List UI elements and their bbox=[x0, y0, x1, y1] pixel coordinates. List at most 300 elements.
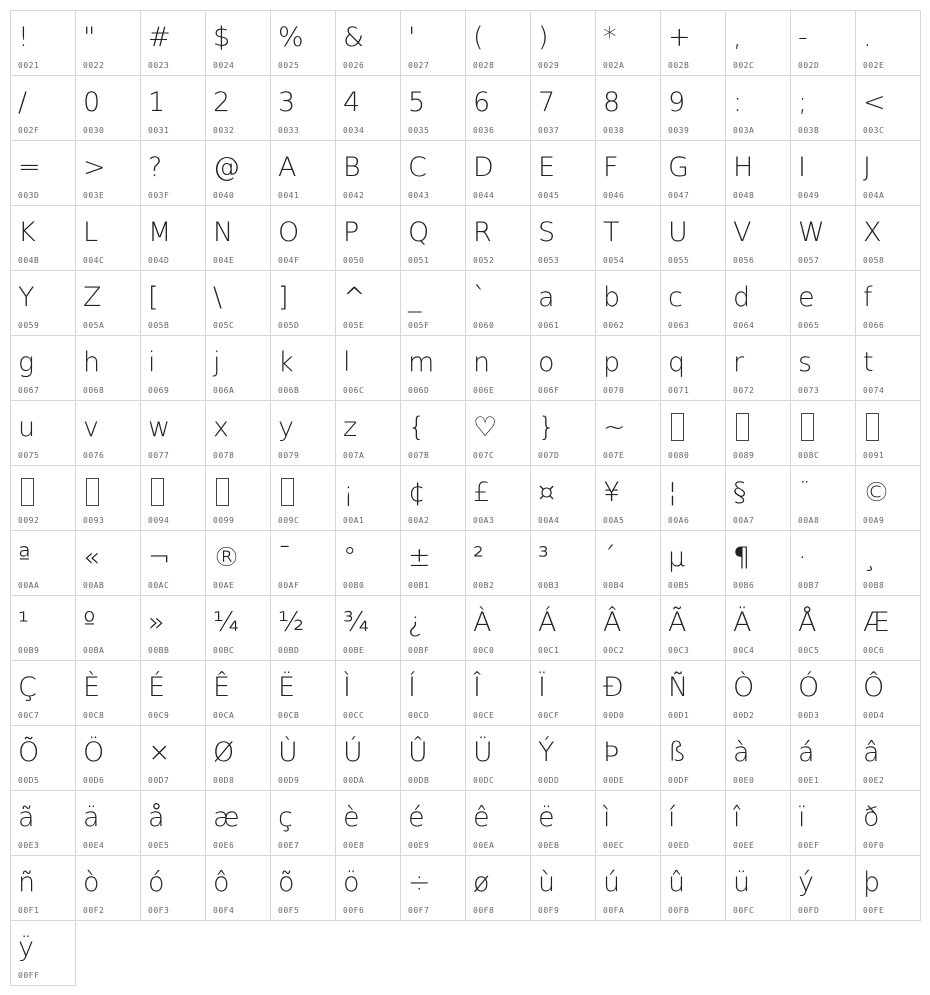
glyph-char: } bbox=[538, 412, 556, 443]
glyph-codepoint: 00DD bbox=[538, 776, 560, 785]
glyph-char: ¾ bbox=[343, 607, 370, 638]
glyph-codepoint: 00C7 bbox=[18, 711, 40, 720]
glyph-codepoint: 00B3 bbox=[538, 581, 560, 590]
glyph-codepoint: 0093 bbox=[83, 516, 105, 525]
glyph-cell bbox=[140, 205, 206, 271]
glyph-codepoint: 008C bbox=[798, 451, 820, 460]
glyph-char: Å bbox=[798, 607, 817, 638]
glyph-char: ½ bbox=[278, 607, 305, 638]
glyph-cell bbox=[270, 725, 336, 791]
glyph-cell bbox=[530, 400, 596, 466]
glyph-codepoint: 0078 bbox=[213, 451, 235, 460]
glyph-char: e bbox=[798, 282, 815, 313]
glyph-char: § bbox=[733, 477, 747, 508]
glyph-codepoint: 006F bbox=[538, 386, 560, 395]
glyph-codepoint: 0058 bbox=[863, 256, 885, 265]
glyph-cell bbox=[270, 140, 336, 206]
glyph-cell bbox=[205, 530, 271, 596]
glyph-codepoint: 0079 bbox=[278, 451, 300, 460]
glyph-codepoint: 0030 bbox=[83, 126, 105, 135]
glyph-codepoint: 0050 bbox=[343, 256, 365, 265]
glyph-codepoint: 00A5 bbox=[603, 516, 625, 525]
glyph-cell bbox=[140, 75, 206, 141]
glyph-cell bbox=[530, 75, 596, 141]
glyph-codepoint: 00E2 bbox=[863, 776, 885, 785]
glyph-codepoint: 00D9 bbox=[278, 776, 300, 785]
glyph-char: V bbox=[733, 217, 752, 248]
glyph-codepoint: 003F bbox=[148, 191, 170, 200]
glyph-cell bbox=[75, 140, 141, 206]
glyph-char: Ä bbox=[733, 607, 752, 638]
glyph-cell bbox=[75, 400, 141, 466]
glyph-codepoint: 0077 bbox=[148, 451, 170, 460]
glyph-char: % bbox=[278, 22, 304, 53]
glyph-cell bbox=[725, 270, 791, 336]
glyph-char: ¶ bbox=[733, 542, 751, 573]
glyph-cell bbox=[205, 855, 271, 921]
glyph-char: T bbox=[603, 217, 620, 248]
glyph-cell bbox=[855, 140, 921, 206]
glyph-char: Á bbox=[538, 607, 557, 638]
glyph-cell bbox=[270, 855, 336, 921]
glyph-codepoint: 00EE bbox=[733, 841, 755, 850]
glyph-char: È bbox=[83, 672, 101, 703]
glyph-char: \ bbox=[213, 282, 223, 313]
glyph-char: ì bbox=[603, 802, 611, 833]
glyph-cell bbox=[10, 75, 76, 141]
glyph-cell bbox=[530, 465, 596, 531]
glyph-codepoint: 003B bbox=[798, 126, 820, 135]
glyph-codepoint: 00C1 bbox=[538, 646, 560, 655]
glyph-char: y bbox=[278, 412, 294, 443]
glyph-cell bbox=[790, 140, 856, 206]
glyph-char: Û bbox=[408, 737, 428, 768]
glyph-char: # bbox=[148, 22, 171, 53]
glyph-codepoint: 007B bbox=[408, 451, 430, 460]
glyph-char: è bbox=[343, 802, 360, 833]
glyph-char: » bbox=[148, 607, 165, 638]
glyph-codepoint: 0069 bbox=[148, 386, 170, 395]
glyph-char: Ï bbox=[538, 672, 546, 703]
glyph-codepoint: 00F5 bbox=[278, 906, 300, 915]
glyph-char: ^ bbox=[343, 282, 366, 313]
glyph-codepoint: 0042 bbox=[343, 191, 365, 200]
glyph-cell bbox=[400, 75, 466, 141]
glyph-cell bbox=[725, 530, 791, 596]
glyph-char: ä bbox=[83, 802, 100, 833]
glyph-cell bbox=[75, 660, 141, 726]
glyph-char: ø bbox=[473, 867, 490, 898]
glyph-char: ® bbox=[213, 542, 240, 573]
glyph-codepoint: 00E0 bbox=[733, 776, 755, 785]
glyph-codepoint: 004D bbox=[148, 256, 170, 265]
glyph-char: + bbox=[668, 22, 691, 53]
glyph-codepoint: 00BA bbox=[83, 646, 105, 655]
missing-glyph-box bbox=[86, 478, 99, 506]
glyph-codepoint: 00B5 bbox=[668, 581, 690, 590]
glyph-cell bbox=[10, 140, 76, 206]
glyph-codepoint: 00FA bbox=[603, 906, 625, 915]
glyph-cell bbox=[790, 270, 856, 336]
glyph-char: " bbox=[83, 22, 96, 53]
glyph-char: ± bbox=[408, 542, 431, 573]
glyph-cell bbox=[725, 335, 791, 401]
glyph-codepoint: 003D bbox=[18, 191, 40, 200]
glyph-codepoint: 0037 bbox=[538, 126, 560, 135]
glyph-codepoint: 0040 bbox=[213, 191, 235, 200]
glyph-char: * bbox=[603, 22, 617, 53]
glyph-char: Î bbox=[473, 672, 481, 703]
glyph-cell bbox=[270, 400, 336, 466]
glyph-char: ô bbox=[213, 867, 230, 898]
glyph-codepoint: 0029 bbox=[538, 61, 560, 70]
glyph-char: M bbox=[148, 217, 172, 248]
glyph-char: 5 bbox=[408, 87, 426, 118]
glyph-cell bbox=[335, 790, 401, 856]
glyph-char: ³ bbox=[538, 542, 549, 573]
glyph-cell bbox=[400, 400, 466, 466]
glyph-char: D bbox=[473, 152, 494, 183]
glyph-cell bbox=[660, 140, 726, 206]
glyph-codepoint: 00F3 bbox=[148, 906, 170, 915]
glyph-codepoint: 00A9 bbox=[863, 516, 885, 525]
glyph-codepoint: 00F6 bbox=[343, 906, 365, 915]
glyph-cell bbox=[10, 790, 76, 856]
glyph-char: ú bbox=[603, 867, 621, 898]
glyph-cell bbox=[75, 790, 141, 856]
glyph-codepoint: 0068 bbox=[83, 386, 105, 395]
glyph-char: O bbox=[278, 217, 300, 248]
glyph-char: ÷ bbox=[408, 867, 431, 898]
glyph-codepoint: 00D1 bbox=[668, 711, 690, 720]
glyph-char: ¹ bbox=[18, 607, 29, 638]
glyph-cell bbox=[725, 465, 791, 531]
glyph-codepoint: 0025 bbox=[278, 61, 300, 70]
glyph-codepoint: 0073 bbox=[798, 386, 820, 395]
glyph-codepoint: 00F4 bbox=[213, 906, 235, 915]
glyph-char: N bbox=[213, 217, 234, 248]
glyph-cell bbox=[725, 660, 791, 726]
glyph-char: v bbox=[83, 412, 99, 443]
glyph-cell bbox=[205, 790, 271, 856]
glyph-codepoint: 0099 bbox=[213, 516, 235, 525]
glyph-cell bbox=[595, 595, 661, 661]
glyph-codepoint: 00E4 bbox=[83, 841, 105, 850]
glyph-cell bbox=[205, 10, 271, 76]
glyph-codepoint: 00B0 bbox=[343, 581, 365, 590]
glyph-char: k bbox=[278, 347, 294, 378]
glyph-char: { bbox=[408, 412, 426, 443]
glyph-cell bbox=[205, 400, 271, 466]
missing-glyph-box bbox=[866, 413, 879, 441]
glyph-codepoint: 00E9 bbox=[408, 841, 430, 850]
glyph-char: Ñ bbox=[668, 672, 689, 703]
glyph-cell bbox=[855, 400, 921, 466]
glyph-codepoint: 002A bbox=[603, 61, 625, 70]
glyph-codepoint: 00E1 bbox=[798, 776, 820, 785]
glyph-cell bbox=[335, 140, 401, 206]
glyph-char: ¬ bbox=[148, 542, 171, 573]
glyph-codepoint: 00B1 bbox=[408, 581, 430, 590]
glyph-cell bbox=[10, 920, 76, 986]
glyph-codepoint: 005A bbox=[83, 321, 105, 330]
glyph-codepoint: 00C8 bbox=[83, 711, 105, 720]
glyph-char: ö bbox=[343, 867, 360, 898]
glyph-char: ª bbox=[18, 542, 31, 573]
glyph-char: S bbox=[538, 217, 556, 248]
glyph-cell bbox=[855, 660, 921, 726]
glyph-codepoint: 00B6 bbox=[733, 581, 755, 590]
glyph-char: á bbox=[798, 737, 815, 768]
glyph-cell bbox=[335, 75, 401, 141]
glyph-cell bbox=[400, 530, 466, 596]
glyph-char: = bbox=[18, 152, 41, 183]
glyph-cell bbox=[270, 335, 336, 401]
glyph-codepoint: 00A1 bbox=[343, 516, 365, 525]
glyph-codepoint: 0060 bbox=[473, 321, 495, 330]
glyph-codepoint: 00BB bbox=[148, 646, 170, 655]
glyph-codepoint: 002E bbox=[863, 61, 885, 70]
glyph-char: æ bbox=[213, 802, 240, 833]
glyph-codepoint: 00C0 bbox=[473, 646, 495, 655]
glyph-codepoint: 007C bbox=[473, 451, 495, 460]
glyph-codepoint: 00BE bbox=[343, 646, 365, 655]
glyph-cell bbox=[75, 335, 141, 401]
glyph-cell bbox=[205, 140, 271, 206]
glyph-codepoint: 0074 bbox=[863, 386, 885, 395]
glyph-char: ; bbox=[798, 87, 808, 118]
glyph-cell bbox=[530, 205, 596, 271]
glyph-char: î bbox=[733, 802, 741, 833]
glyph-codepoint: 0044 bbox=[473, 191, 495, 200]
glyph-cell bbox=[855, 855, 921, 921]
glyph-codepoint: 0048 bbox=[733, 191, 755, 200]
glyph-codepoint: 0062 bbox=[603, 321, 625, 330]
glyph-char: ~ bbox=[603, 412, 626, 443]
glyph-char: _ bbox=[408, 282, 422, 313]
glyph-cell bbox=[530, 530, 596, 596]
glyph-char: Ù bbox=[278, 737, 298, 768]
glyph-char: K bbox=[18, 217, 36, 248]
glyph-codepoint: 00CF bbox=[538, 711, 560, 720]
glyph-codepoint: 0094 bbox=[148, 516, 170, 525]
glyph-codepoint: 0071 bbox=[668, 386, 690, 395]
glyph-codepoint: 0057 bbox=[798, 256, 820, 265]
glyph-char: þ bbox=[863, 867, 881, 898]
glyph-codepoint: 0034 bbox=[343, 126, 365, 135]
glyph-codepoint: 00B9 bbox=[18, 646, 40, 655]
glyph-cell bbox=[660, 530, 726, 596]
glyph-char: $ bbox=[213, 22, 231, 53]
glyph-cell bbox=[660, 660, 726, 726]
glyph-char: b bbox=[603, 282, 621, 313]
glyph-cell bbox=[335, 530, 401, 596]
glyph-char: t bbox=[863, 347, 874, 378]
glyph-char: H bbox=[733, 152, 754, 183]
glyph-codepoint: 0046 bbox=[603, 191, 625, 200]
glyph-codepoint: 0047 bbox=[668, 191, 690, 200]
glyph-char: d bbox=[733, 282, 751, 313]
glyph-cell bbox=[335, 205, 401, 271]
glyph-codepoint: 00E5 bbox=[148, 841, 170, 850]
glyph-cell bbox=[10, 660, 76, 726]
glyph-char: ã bbox=[18, 802, 35, 833]
glyph-codepoint: 00DB bbox=[408, 776, 430, 785]
glyph-codepoint: 0092 bbox=[18, 516, 40, 525]
glyph-codepoint: 005F bbox=[408, 321, 430, 330]
glyph-cell bbox=[335, 855, 401, 921]
glyph-cell bbox=[75, 270, 141, 336]
glyph-char: u bbox=[18, 412, 36, 443]
glyph-char: £ bbox=[473, 477, 491, 508]
glyph-cell bbox=[725, 725, 791, 791]
glyph-cell bbox=[660, 270, 726, 336]
glyph-cell bbox=[530, 335, 596, 401]
glyph-char: - bbox=[798, 22, 808, 53]
glyph-char: n bbox=[473, 347, 491, 378]
glyph-cell bbox=[10, 530, 76, 596]
glyph-codepoint: 00D6 bbox=[83, 776, 105, 785]
glyph-char: ) bbox=[538, 22, 549, 53]
glyph-char: ¯ bbox=[278, 542, 292, 573]
glyph-cell bbox=[270, 10, 336, 76]
glyph-char: ! bbox=[18, 22, 29, 53]
glyph-codepoint: 00C9 bbox=[148, 711, 170, 720]
glyph-codepoint: 0052 bbox=[473, 256, 495, 265]
glyph-codepoint: 00A4 bbox=[538, 516, 560, 525]
glyph-char: Í bbox=[408, 672, 416, 703]
glyph-char: x bbox=[213, 412, 229, 443]
glyph-codepoint: 0045 bbox=[538, 191, 560, 200]
glyph-codepoint: 004B bbox=[18, 256, 40, 265]
missing-glyph-box bbox=[801, 413, 814, 441]
glyph-char: > bbox=[83, 152, 106, 183]
glyph-char: Æ bbox=[863, 607, 890, 638]
glyph-codepoint: 004C bbox=[83, 256, 105, 265]
glyph-cell bbox=[465, 855, 531, 921]
missing-glyph-box bbox=[151, 478, 164, 506]
glyph-codepoint: 0032 bbox=[213, 126, 235, 135]
glyph-codepoint: 00F9 bbox=[538, 906, 560, 915]
glyph-char: Q bbox=[408, 217, 430, 248]
glyph-cell bbox=[140, 725, 206, 791]
glyph-cell bbox=[270, 660, 336, 726]
glyph-cell bbox=[270, 205, 336, 271]
glyph-codepoint: 005C bbox=[213, 321, 235, 330]
glyph-char: R bbox=[473, 217, 492, 248]
glyph-char: q bbox=[668, 347, 686, 378]
glyph-codepoint: 0043 bbox=[408, 191, 430, 200]
glyph-codepoint: 00CB bbox=[278, 711, 300, 720]
glyph-cell bbox=[855, 335, 921, 401]
missing-glyph-box bbox=[216, 478, 229, 506]
glyph-codepoint: 00EA bbox=[473, 841, 495, 850]
glyph-codepoint: 00DC bbox=[473, 776, 495, 785]
glyph-char: X bbox=[863, 217, 882, 248]
glyph-codepoint: 00A3 bbox=[473, 516, 495, 525]
glyph-cell bbox=[270, 270, 336, 336]
glyph-char: c bbox=[668, 282, 683, 313]
glyph-char: 7 bbox=[538, 87, 556, 118]
glyph-cell bbox=[465, 10, 531, 76]
glyph-char: é bbox=[408, 802, 425, 833]
glyph-cell bbox=[725, 10, 791, 76]
glyph-cell bbox=[400, 335, 466, 401]
glyph-codepoint: 0075 bbox=[18, 451, 40, 460]
glyph-cell bbox=[595, 725, 661, 791]
glyph-cell bbox=[400, 270, 466, 336]
glyph-cell bbox=[530, 10, 596, 76]
glyph-codepoint: 00D7 bbox=[148, 776, 170, 785]
glyph-codepoint: 00A7 bbox=[733, 516, 755, 525]
glyph-cell bbox=[140, 400, 206, 466]
glyph-cell bbox=[790, 660, 856, 726]
glyph-char: U bbox=[668, 217, 688, 248]
glyph-cell bbox=[595, 75, 661, 141]
glyph-cell bbox=[790, 75, 856, 141]
glyph-char: ? bbox=[148, 152, 163, 183]
glyph-codepoint: 00A6 bbox=[668, 516, 690, 525]
glyph-cell bbox=[530, 725, 596, 791]
glyph-codepoint: 0031 bbox=[148, 126, 170, 135]
glyph-codepoint: 00E7 bbox=[278, 841, 300, 850]
glyph-codepoint: 00FD bbox=[798, 906, 820, 915]
glyph-char: ÿ bbox=[18, 932, 34, 963]
glyph-cell bbox=[530, 855, 596, 921]
glyph-cell bbox=[270, 530, 336, 596]
glyph-codepoint: 004F bbox=[278, 256, 300, 265]
glyph-char: ó bbox=[148, 867, 165, 898]
glyph-char: ] bbox=[278, 282, 289, 313]
glyph-char: ` bbox=[473, 282, 487, 313]
missing-glyph-box bbox=[671, 413, 684, 441]
glyph-char: õ bbox=[278, 867, 295, 898]
glyph-codepoint: 0055 bbox=[668, 256, 690, 265]
glyph-codepoint: 0026 bbox=[343, 61, 365, 70]
glyph-char: Ë bbox=[278, 672, 296, 703]
glyph-codepoint: 0033 bbox=[278, 126, 300, 135]
glyph-char: a bbox=[538, 282, 555, 313]
glyph-cell bbox=[400, 205, 466, 271]
glyph-codepoint: 00AF bbox=[278, 581, 300, 590]
glyph-char: : bbox=[733, 87, 743, 118]
glyph-char: ¤ bbox=[538, 477, 556, 508]
glyph-codepoint: 00A2 bbox=[408, 516, 430, 525]
glyph-char: / bbox=[18, 87, 28, 118]
glyph-codepoint: 0063 bbox=[668, 321, 690, 330]
glyph-cell bbox=[270, 790, 336, 856]
glyph-cell bbox=[530, 140, 596, 206]
glyph-char: ¦ bbox=[668, 477, 678, 508]
glyph-cell bbox=[75, 75, 141, 141]
glyph-cell bbox=[465, 660, 531, 726]
glyph-codepoint: 00B4 bbox=[603, 581, 625, 590]
glyph-codepoint: 00E6 bbox=[213, 841, 235, 850]
glyph-cell bbox=[140, 595, 206, 661]
glyph-codepoint: 00EF bbox=[798, 841, 820, 850]
glyph-cell bbox=[10, 205, 76, 271]
glyph-cell bbox=[465, 75, 531, 141]
glyph-cell bbox=[660, 790, 726, 856]
glyph-char: s bbox=[798, 347, 813, 378]
glyph-char: Ã bbox=[668, 607, 687, 638]
glyph-codepoint: 00C2 bbox=[603, 646, 625, 655]
glyph-char: À bbox=[473, 607, 492, 638]
glyph-char: ² bbox=[473, 542, 484, 573]
glyph-char: < bbox=[863, 87, 886, 118]
missing-glyph-box bbox=[736, 413, 749, 441]
glyph-char: l bbox=[343, 347, 351, 378]
